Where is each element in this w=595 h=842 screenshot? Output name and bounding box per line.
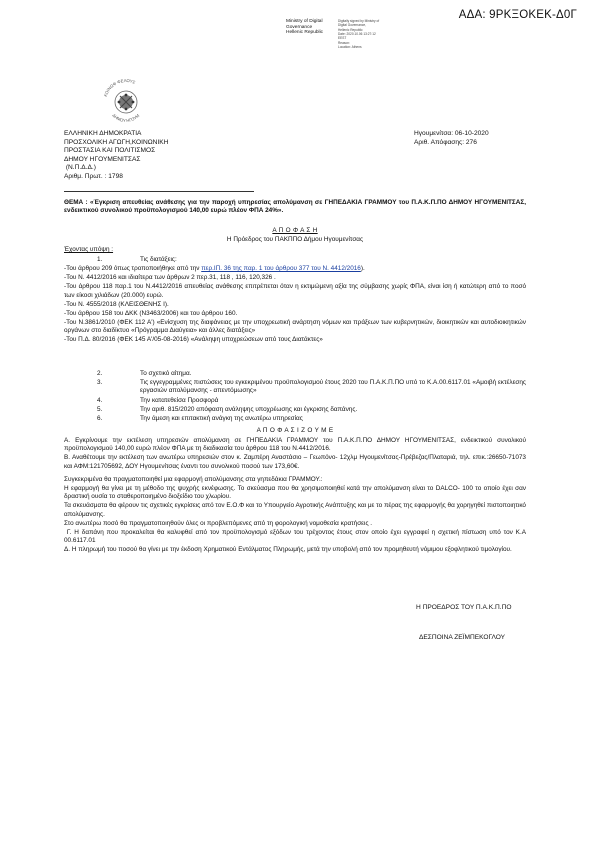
signature-line: Ministry of Digital <box>286 19 323 24</box>
paragraph: Α. Εγκρίνουμε την εκτέλεση υπηρεσιών απολύμανση σε ΓΗΠΕΔΑΚΙΑ ΓΡΑΜΜΟΥ του Π.Α.Κ.Π.ΠΟ ΔΗΜΟΥ ΗΓΟΥΜΕΝΙΤΣΑΣ, ενδεικτικού συνολικού προϋπολογισμού 140,00 ευρώ πλέον ΦΠΑ με τη διαδικασία του άρθρου 118 του Ν.4412/2016. <box>64 437 526 453</box>
issuer-block <box>64 130 294 181</box>
date-block <box>414 130 489 147</box>
signatory-title: Η ΠΡΟΕΔΡΟΣ ΤΟΥ Π.Α.Κ.Π.ΠΟ <box>416 604 512 611</box>
digital-signature-stamp <box>286 19 466 49</box>
law-line: -Του Ν. 4412/2016 και ιδιαίτερα των άρθρων 2 περ.31, 118 , 116, 120,326 . <box>64 274 276 282</box>
item-number: 4. <box>97 396 103 404</box>
issuer-line: ΔΗΜΟΥ ΗΓΟΥΜΕΝΙΤΣΑΣ <box>64 155 141 163</box>
law-line: -Του Ν.3861/2010 (ΦΕΚ 112 Α') «Ενίσχυση της διαφάνειας με την υποχρεωτική ανάρτηση νόμων και πράξεων των κυβερνητικών, διοικητικών και αυτοδιοικητικών οργάνων στο διαδίκτυο «Πρόγραμμα Διαύγεια» και άλλες διατάξεις» <box>64 319 526 335</box>
paragraph: Τα σκευάσματα θα φέρουν τις σχετικές εγκρίσεις από τον Ε.Ο.Φ και το Υπουργείο Αγροτικής Ανάπτυξης και με το πέρας της εφαρμογής θα χορηγηθεί πιστοποιητικό απολύμανσης. <box>64 502 526 518</box>
protocol-number: Αριθμ. Πρωτ. : 1798 <box>64 172 123 180</box>
paragraph: Στο ανωτέρω ποσό θα πραγματοποιηθούν όλες οι προβλεπόμενες από τη φορολογική νομοθεσία κρατήσεις . <box>64 519 373 527</box>
signature-detail: Digital Governance, <box>338 23 366 28</box>
list-item <box>64 406 526 414</box>
svg-text:ΚΟΙΝΩΦ ΦΕΛΟΥΣ: ΚΟΙΝΩΦ ΦΕΛΟΥΣ <box>102 77 137 98</box>
signature-detail: Reason: <box>338 40 350 45</box>
law-line: -Του άρθρου 118 παρ.1 του Ν.4412/2016 απευθείας ανάθεσης επιτρέπεται όταν η εκτιμώμενη αξία της σύμβασης χωρίς ΦΠΑ, είναι ίση ή κατώτερη από το ποσό των είκοσι χιλιάδων (20.000) ευρώ. <box>64 283 526 299</box>
item-text: Τις διατάξεις: <box>140 256 177 263</box>
list-item <box>64 415 526 423</box>
signature-detail: EEST <box>338 36 347 41</box>
item-number: 3. <box>97 379 103 387</box>
list-item <box>64 256 526 264</box>
decision-body <box>64 437 526 554</box>
decision-title: Α Π Ο Φ Α Σ Η <box>272 227 318 234</box>
considering-label: Έχοντας υπόψη : <box>64 246 114 253</box>
law-text: ). <box>360 265 365 272</box>
signature-details <box>334 19 379 49</box>
item-text: Το σχετικό αίτημα. <box>140 370 192 377</box>
item-text: Την αριθ. 815/2020 απόφαση ανάληψης υποχρέωσης και έγκρισης δαπάνης. <box>140 405 358 413</box>
signature-label <box>286 19 334 49</box>
law-line <box>64 265 526 273</box>
issuer-line: ΠΡΟΣΤΑΣΙΑ ΚΑΙ ΠΟΛΙΤΙΣΜΟΣ <box>64 147 156 155</box>
ada-code: ΑΔΑ: 9ΡΚΞΟΚΕΚ-Δ0Γ <box>458 9 577 21</box>
law-line: -Του Π.Δ. 80/2016 (ΦΕΚ 145 Α'/05-08-2016) «Ανάληψη υποχρεώσεων από τους Διατάκτες» <box>64 335 323 343</box>
issuer-line: ΕΛΛΗΝΙΚΗ ΔΗΜΟΚΡΑΤΙΑ <box>64 130 142 137</box>
signature-detail: Date: 2020.10.06 13:27:12 <box>338 31 376 36</box>
paragraph: Δ. Η πληρωμή του ποσού θα γίνει με την έκδοση Χρηματικού Εντάλματος Πληρωμής, μετά την υποβολή από τον προμηθευτή νόμιμου εξοφλητικού τιμολογίου. <box>64 546 512 554</box>
subject: ΘΕΜΑ : «Έγκριση απευθείας ανάθεσης για την παροχή υπηρεσίας απολύμανση σε ΓΗΠΕΔΑΚΙΑ ΓΡΑΜΜΟΥ του Π.Α.Κ.Π.ΠΟ ΔΗΜΟΥ ΗΓΟΥΜΕΝΙΤΣΑΣ, ενδεικτικού συνολικού προϋπολογισμού 140,00 ευρώ πλέον ΦΠΑ 24%». <box>64 199 526 215</box>
signatory-name: ΔΕΣΠΟΙΝΑ ΖΕΪΜΠΕΚΟΓΛΟΥ <box>419 634 506 641</box>
law-list <box>64 265 526 344</box>
item-number: 5. <box>97 405 103 413</box>
signature-detail: Digitally signed by Ministry of <box>338 19 380 23</box>
paragraph: Συγκεκριμένα θα πραγματοποιηθεί μια εφαρμογή απολύμανσης στα γηπεδάκια ΓΡΑΜΜΟΥ.: <box>64 475 323 483</box>
decision-number: Αριθ. Απόφασης: 276 <box>414 138 477 146</box>
item-text: Την κατατεθείσα Προσφορά <box>140 396 219 404</box>
law-line: -Του άρθρου 158 του ΔΚΚ (Ν3463/2006) και του άρθρου 160. <box>64 309 238 317</box>
signature-detail: Hellenic Republic <box>338 27 363 32</box>
divider <box>64 191 254 192</box>
item-text: Τις εγγεγραμμένες πιστώσεις του εγκεκριμένου προϋπολογισμού έτους 2020 του Π.Α.Κ.Π.ΠΟ υπό το Κ.Α.00.6117.01 «Αμοιβή εκτέλεσης εργασιών απολύμανσης - απεντόμωσης» <box>140 379 526 395</box>
paragraph: Β. Αναθέτουμε την εκτέλεση των ανωτέρω υπηρεσιών στον κ. Ζαμπέρη Αναστάσιο – Γεωπόνο- 12χλμ Ηγουμενίτσας-Πρέβεζας/Πλαταριά, τηλ. επικ.:26650-71073 και ΑΦΜ:121705692, ΔΟΥ Ηγουμενίτσας έναντι του συνολικού ποσού των 173,60€. <box>64 454 526 470</box>
issuer-line: ΠΡΟΣΧΟΛΙΚΗ ΑΓΩΓΗ,ΚΟΙΝΩΝΙΚΗ <box>64 138 169 146</box>
president-line: Η Πρόεδρος του ΠΑΚΠΠΟ Δήμου Ηγουμενίτσας <box>226 236 364 243</box>
item-text: Την άμεση και επιτακτική ανάγκη της ανωτέρω υπηρεσίας <box>140 414 303 422</box>
paragraph: Γ. Η δαπάνη που προκαλείται θα καλυφθεί από τον προϋπολογισμό εξόδων του τρέχοντος έτους στον οποίο έχει εγγραφεί η σχετική πίστωση υπό τον Κ.Α 00.6117.01 <box>64 528 528 545</box>
paragraph: Η εφαρμογή θα γίνει με τη μέθοδο της ψυχρής εκνέφωσης. Το σκεύασμα που θα χρησιμοποιηθεί κατά την απολύμανση είναι το DALCO- 100 το οποίο έχει σαν δραστική ουσία το σταθεροποιημένο διοξείδιο του χλωρίου. <box>64 484 526 501</box>
list-item <box>64 370 526 378</box>
svg-text:ΔΗΜΟΥ ΗΓΟΥΜ: ΔΗΜΟΥ ΗΓΟΥΜ <box>111 112 141 124</box>
signature-line: Hellenic Republic <box>286 30 324 36</box>
item-number: 1. <box>97 256 103 263</box>
issuer-line: (Ν.Π.Δ.Δ.) <box>64 164 96 172</box>
municipal-seal-icon <box>96 72 156 132</box>
signature-detail: Location: Athens <box>338 44 362 49</box>
we-decide-title: Α Π Ο Φ Α Σ Ι Ζ Ο Υ Μ Ε <box>256 427 334 434</box>
law-link[interactable]: περ.ΙΠ. 36 της παρ. 1 του άρθρου 377 του Ν. 4412/2016 <box>201 265 361 272</box>
list-item <box>64 397 526 405</box>
law-line: -Του Ν. 4555/2018 (ΚΛΕΙΣΘΕΝΗΣ Ι). <box>64 300 169 308</box>
signature-line: Governance <box>286 24 313 30</box>
item-number: 2. <box>97 370 103 377</box>
list-item <box>64 379 526 395</box>
considerations-list <box>64 370 526 423</box>
law-text: -Του άρθρου 209 όπως τροποποιήθηκε από την <box>64 265 202 272</box>
decision-date: Ηγουμενίτσα: 06-10-2020 <box>414 130 489 137</box>
item-number: 6. <box>97 414 103 422</box>
